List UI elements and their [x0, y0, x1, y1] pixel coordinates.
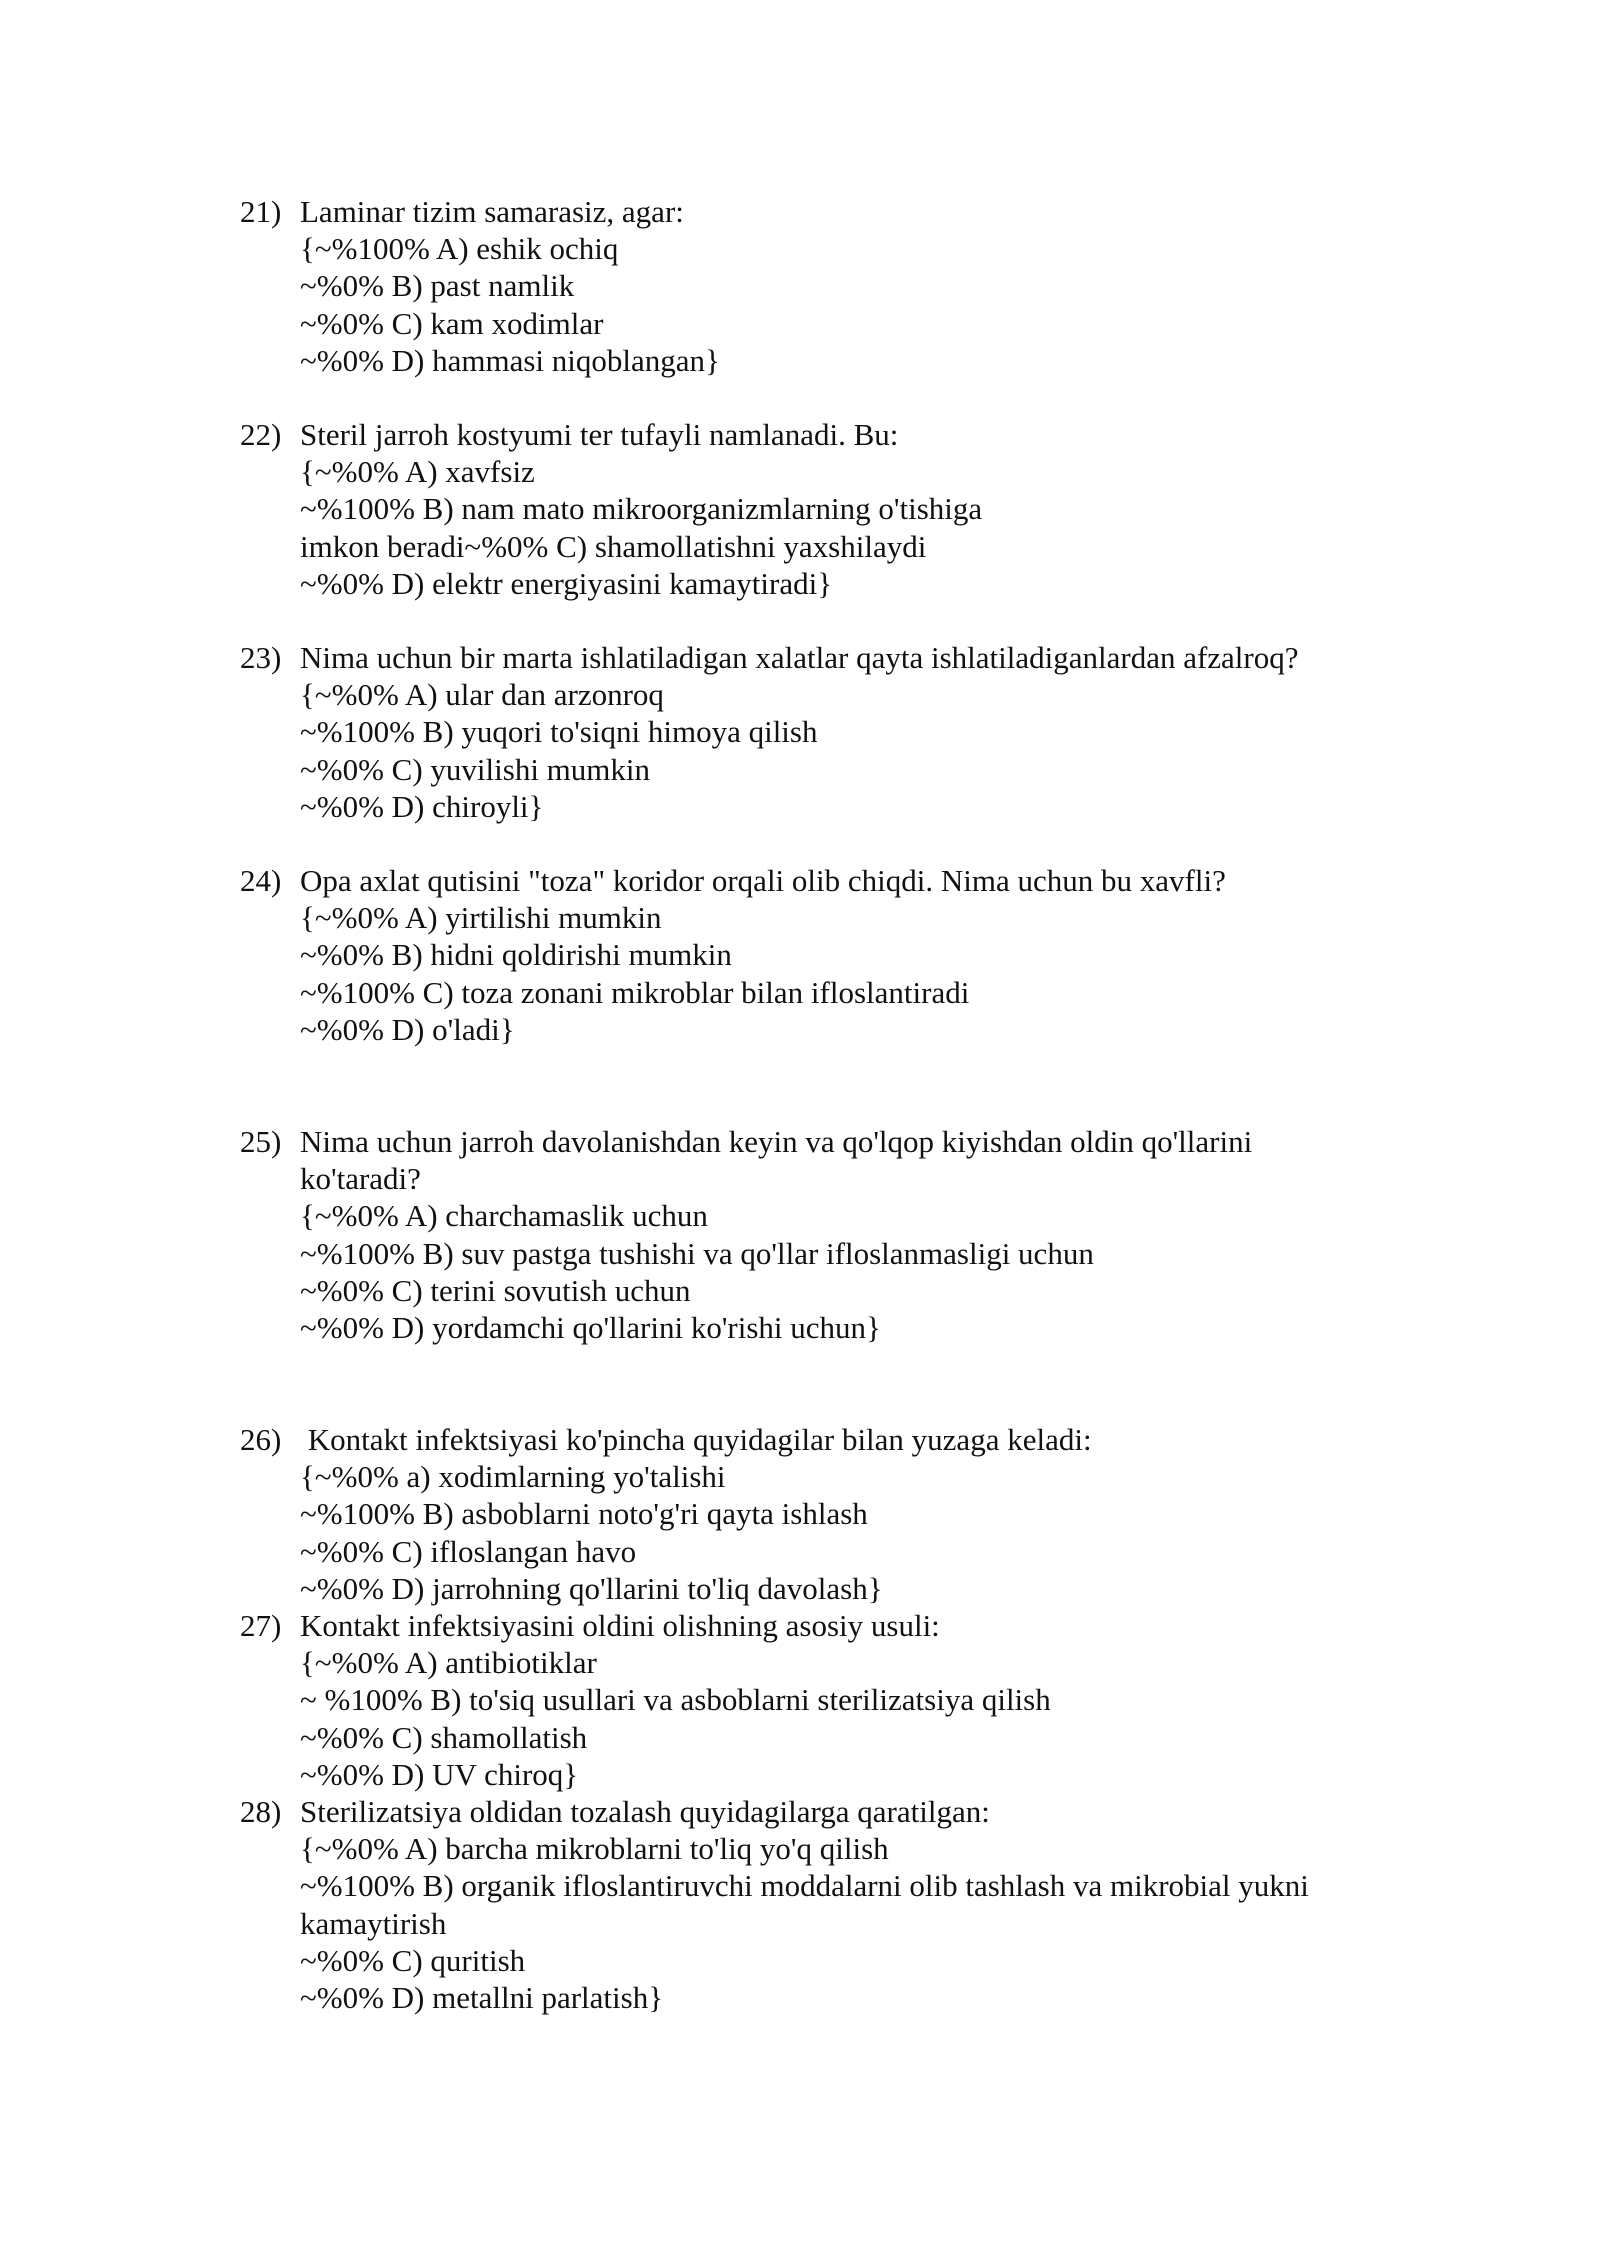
question-21 [240, 193, 1390, 379]
answer-option: {~%0% A) xavfsiz [300, 454, 535, 490]
question-number: 24) [240, 863, 282, 898]
question-text: Steril jarroh kostyumi ter tufayli namlanadi. Bu: [300, 417, 899, 452]
answer-option: ~%0% B) hidni qoldirishi mumkin [300, 937, 732, 973]
answer-option: ~%0% D) jarrohning qo'llarini to'liq davolash} [300, 1570, 883, 1606]
question-number: 28) [240, 1794, 282, 1829]
answer-option: ~%0% D) metallni parlatish} [300, 1980, 664, 2016]
answer-option: ~%100% B) suv pastga tushishi va qo'llar ifloslanmasligi uchun [300, 1235, 1094, 1271]
question-text: Nima uchun jarroh davolanishdan keyin va qo'lqop kiyishdan oldin qo'llarini ko'taradi? [300, 1124, 1253, 1197]
answer-option: ~%100% B) organik ifloslantiruvchi moddalarni olib tashlash va mikrobial yukni kamaytirish [300, 1868, 1317, 1941]
answer-option: ~%0% D) elektr energiyasini kamaytiradi} [300, 565, 833, 601]
question-number: 21) [240, 194, 282, 229]
question-25 [240, 1123, 1390, 1346]
answer-option: ~%100% B) nam mato mikroorganizmlarning o'tishiga [300, 491, 983, 527]
answer-option: ~%0% C) yuvilishi mumkin [300, 751, 651, 787]
question-number: 22) [240, 417, 282, 452]
answer-option: ~%100% B) yuqori to'siqni himoya qilish [300, 714, 818, 750]
answer-option: {~%0% a) xodimlarning yo'talishi [300, 1459, 726, 1495]
question-27 [240, 1607, 1390, 1793]
question-text: Laminar tizim samarasiz, agar: [300, 194, 684, 229]
question-number: 26) [240, 1422, 282, 1457]
question-text: Nima uchun bir marta ishlatiladigan xalatlar qayta ishlatiladiganlardan afzalroq? [300, 640, 1299, 675]
answer-option: ~%0% D) chiroyli} [300, 788, 544, 824]
question-23 [240, 639, 1390, 825]
answer-option: ~%0% C) ifloslangan havo [300, 1533, 637, 1569]
answer-option: ~%0% C) terini sovutish uchun [300, 1272, 691, 1308]
question-26 [240, 1421, 1390, 1607]
question-text: Opa axlat qutisini "toza" koridor orqali olib chiqdi. Nima uchun bu xavfli? [300, 863, 1226, 898]
answer-option: ~%0% D) hammasi niqoblangan} [300, 342, 720, 378]
question-28 [240, 1793, 1390, 2016]
answer-option: ~%0% D) yordamchi qo'llarini ko'rishi uchun} [300, 1310, 881, 1346]
answer-option: ~ %100% B) to'siq usullari va asboblarni sterilizatsiya qilish [300, 1682, 1051, 1718]
answer-option: {~%0% A) charchamaslik uchun [300, 1198, 708, 1234]
question-text: Kontakt infektsiyasi ko'pincha quyidagilar bilan yuzaga keladi: [300, 1422, 1092, 1457]
question-number: 25) [240, 1124, 282, 1159]
answer-option: {~%0% A) barcha mikroblarni to'liq yo'q qilish [300, 1831, 889, 1867]
answer-option: ~%100% C) toza zonani mikroblar bilan ifloslantiradi [300, 974, 970, 1010]
answer-option: ~%0% B) past namlik [300, 268, 575, 304]
answer-option: ~%100% B) asboblarni noto'g'ri qayta ishlash [300, 1496, 868, 1532]
answer-option: {~%0% A) yirtilishi mumkin [300, 900, 662, 936]
answer-option: {~%0% A) ular dan arzonroq [300, 677, 664, 713]
answer-option: {~%100% A) eshik ochiq [300, 231, 619, 267]
answer-option: ~%0% D) UV chiroq} [300, 1756, 579, 1792]
answer-option: {~%0% A) antibiotiklar [300, 1645, 597, 1681]
question-text: Sterilizatsiya oldidan tozalash quyidagilarga qaratilgan: [300, 1794, 990, 1829]
question-number: 23) [240, 640, 282, 675]
answer-option: ~%0% C) shamollatish [300, 1719, 588, 1755]
answer-option: imkon beradi~%0% C) shamollatishni yaxshilaydi [300, 528, 927, 564]
answer-option: ~%0% C) kam xodimlar [300, 305, 604, 341]
answer-option: ~%0% D) o'ladi} [300, 1011, 515, 1047]
answer-option: ~%0% C) quritish [300, 1942, 526, 1978]
question-number: 27) [240, 1608, 282, 1643]
question-24 [240, 862, 1390, 1048]
question-text: Kontakt infektsiyasini oldini olishning asosiy usuli: [300, 1608, 940, 1643]
question-22 [240, 416, 1390, 602]
